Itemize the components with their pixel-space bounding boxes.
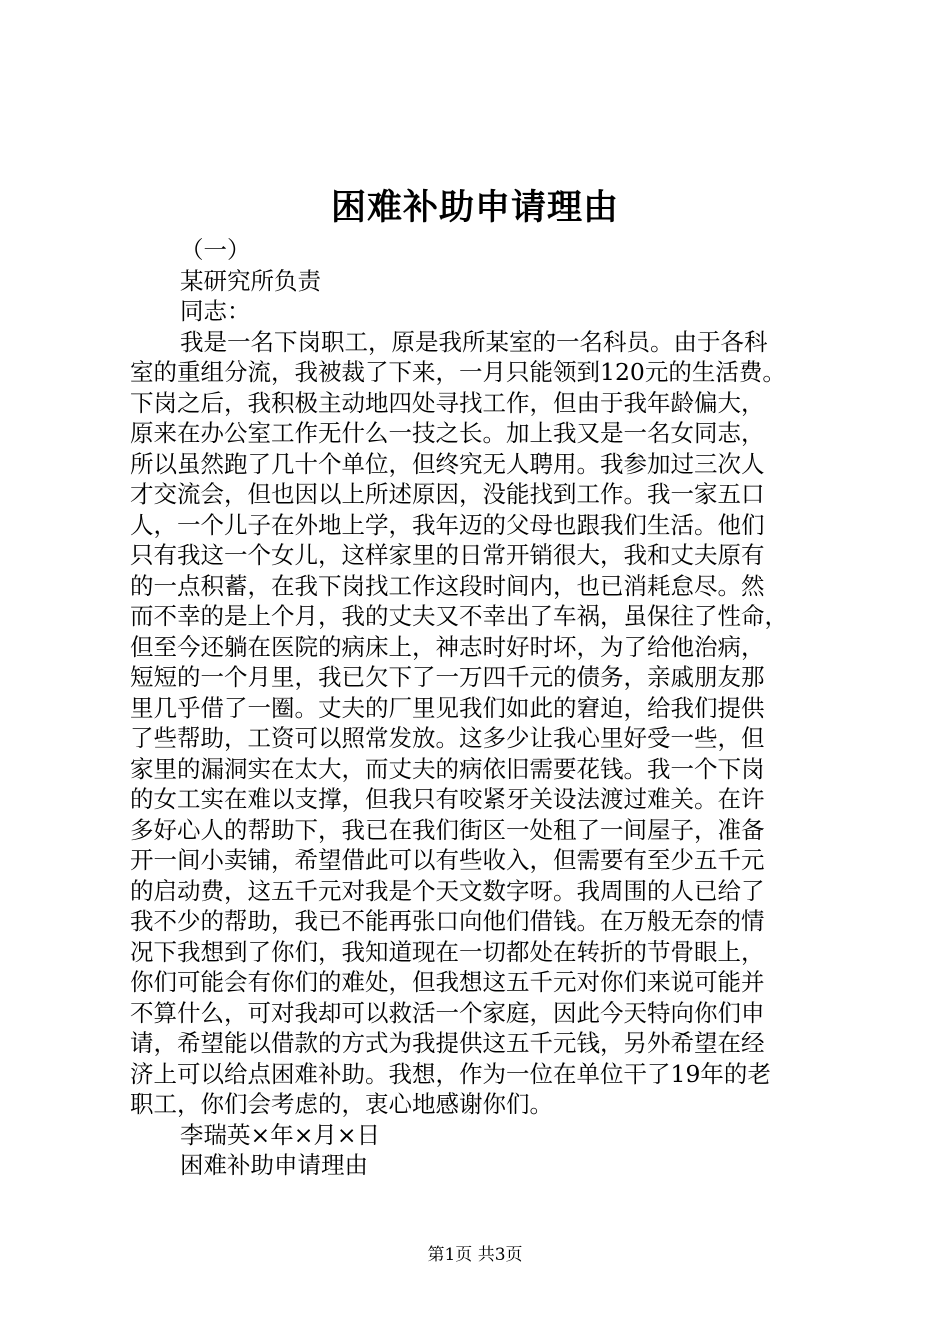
body-line: 济上可以给点困难补助。我想，作为一位在单位干了19年的老 bbox=[130, 1059, 771, 1088]
body-line: 的启动费，这五千元对我是个天文数字呀。我周围的人已给了 bbox=[130, 876, 765, 905]
body-line: 室的重组分流，我被裁了下来，一月只能领到120元的生活费。 bbox=[130, 358, 786, 386]
body-line: 但至今还躺在医院的病床上，神志时好时坏，为了给他治病， bbox=[130, 632, 765, 661]
salutation-line: 同志： bbox=[180, 297, 251, 325]
body-line: 短短的一个月里，我已欠下了一万四千元的债务，亲戚朋友那 bbox=[130, 663, 765, 691]
body-line: 开一间小卖铺，希望借此可以有些收入，但需要有至少五千元 bbox=[130, 846, 765, 874]
body-line: 家里的漏洞实在太大，而丈夫的病依旧需要花钱。我一个下岗 bbox=[130, 754, 765, 783]
body-line: 的女工实在难以支撑，但我只有咬紧牙关设法渡过难关。在许 bbox=[130, 785, 765, 813]
body-line: 多好心人的帮助下，我已在我们街区一处租了一间屋子，准备 bbox=[130, 815, 765, 844]
body-line: 请，希望能以借款的方式为我提供这五千元钱，另外希望在经 bbox=[130, 1029, 765, 1057]
signature-line: 李瑞英×年×月×日 bbox=[180, 1120, 381, 1149]
body-line: 我是一名下岗职工，原是我所某室的一名科员。由于各科 bbox=[180, 327, 768, 356]
body-line: 了些帮助，工资可以照常发放。这多少让我心里好受一些，但 bbox=[130, 724, 765, 752]
body-line: 你们可能会有你们的难处，但我想这五千元对你们来说可能并 bbox=[130, 968, 765, 996]
document-body bbox=[130, 235, 830, 1181]
body-line: 职工，你们会考虑的，衷心地感谢你们。 bbox=[130, 1090, 553, 1118]
body-line: 才交流会，但也因以上所述原因，没能找到工作。我一家五口 bbox=[130, 480, 765, 508]
body-line: 原来在办公室工作无什么一技之长。加上我又是一名女同志， bbox=[130, 419, 765, 447]
closing-heading: 困难补助申请理由 bbox=[180, 1151, 368, 1179]
body-line: 下岗之后，我积极主动地四处寻找工作，但由于我年龄偏大， bbox=[130, 388, 765, 417]
body-line: 我不少的帮助，我已不能再张口向他们借钱。在万般无奈的情 bbox=[130, 907, 765, 935]
section-marker: （一） bbox=[180, 236, 251, 264]
body-line: 而不幸的是上个月，我的丈夫又不幸出了车祸，虽保往了性命， bbox=[130, 602, 788, 630]
page-title: 困难补助申请理由 bbox=[330, 187, 619, 228]
body-line: 所以虽然跑了几十个单位，但终究无人聘用。我参加过三次人 bbox=[130, 449, 765, 478]
page-footer: 第1页 共3页 bbox=[427, 1245, 523, 1265]
body-line: 只有我这一个女儿，这样家里的日常开销很大，我和丈夫原有 bbox=[130, 541, 765, 569]
body-line: 里几乎借了一圈。丈夫的厂里见我们如此的窘迫，给我们提供 bbox=[130, 693, 765, 722]
body-line: 不算什么，可对我却可以救活一个家庭，因此今天特向你们申 bbox=[130, 998, 765, 1027]
body-line: 的一点积蓄，在我下岗找工作这段时间内，也已消耗怠尽。然 bbox=[130, 571, 765, 600]
body-line: 况下我想到了你们，我知道现在一切都处在转折的节骨眼上， bbox=[130, 937, 765, 966]
recipient-line: 某研究所负责 bbox=[180, 266, 321, 295]
body-line: 人，一个儿子在外地上学，我年迈的父母也跟我们生活。他们 bbox=[130, 510, 765, 539]
